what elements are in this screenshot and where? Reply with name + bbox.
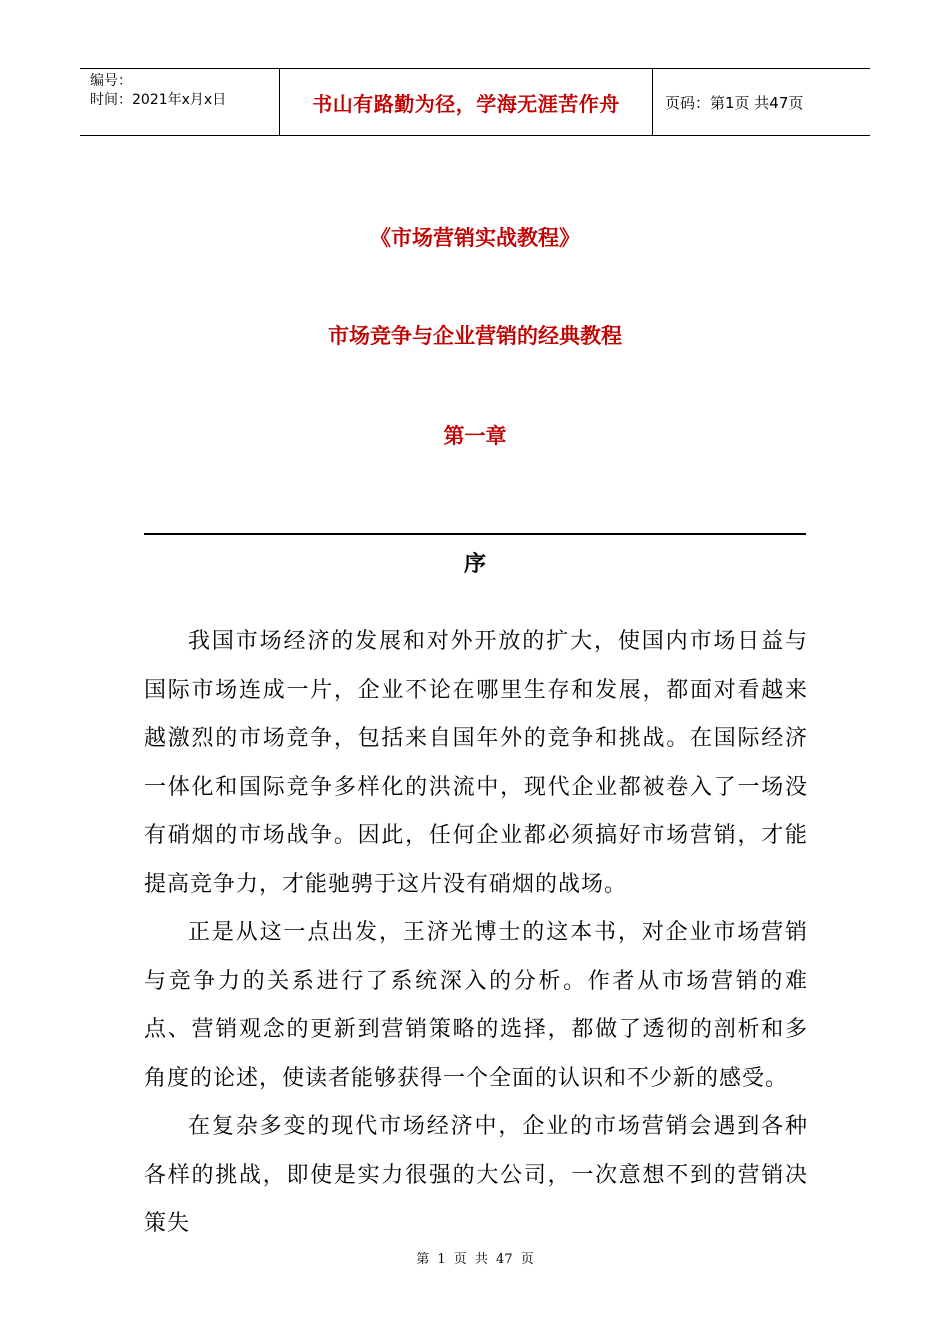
book-subtitle: 市场竞争与企业营销的经典教程 [328,324,622,348]
document-header [80,68,870,136]
number-label: 编号： [90,73,132,89]
date-label: 时间：2021年x月x日 [90,92,227,108]
header-meta-cell [80,69,280,135]
header-motto: 书山有路勤为径，学海无涯苦作舟 [280,69,653,135]
preface-body [144,618,808,1249]
book-title: 《市场营销实战教程》 [370,226,580,250]
page-footer: 第 1 页 共 47 页 [416,1252,534,1267]
paragraph: 正是从这一点出发，王济光博士的这本书，对企业市场营销与竞争力的关系进行了系统深入的分析。作者从市场营销的难点、营销观念的更新到营销策略的选择，都做了透彻的剖析和多角度的论述，使读者能够获得一个全面的认识和不少新的感受。 [144,920,808,1091]
paragraph: 我国市场经济的发展和对外开放的扩大，使国内市场日益与国际市场连成一片，企业不论在哪里生存和发展，都面对看越来越激烈的市场竞争，包括来自国年外的竞争和挑战。在国际经济一体化和国际竞争多样化的洪流中，现代企业都被卷入了一场没有硝烟的市场战争。因此，任何企业都必须搞好市场营销，才能提高竞争力，才能驰骋于这片没有硝烟的战场。 [144,629,808,897]
header-page-info: 页码：第1页 共47页 [665,93,804,112]
horizontal-divider [144,533,806,535]
chapter-title: 第一章 [443,424,507,448]
paragraph: 在复杂多变的现代市场经济中，企业的市场营销会遇到各种各样的挑战，即使是实力很强的大公司，一次意想不到的营销决策失 [144,1114,808,1236]
preface-heading: 序 [463,552,486,577]
